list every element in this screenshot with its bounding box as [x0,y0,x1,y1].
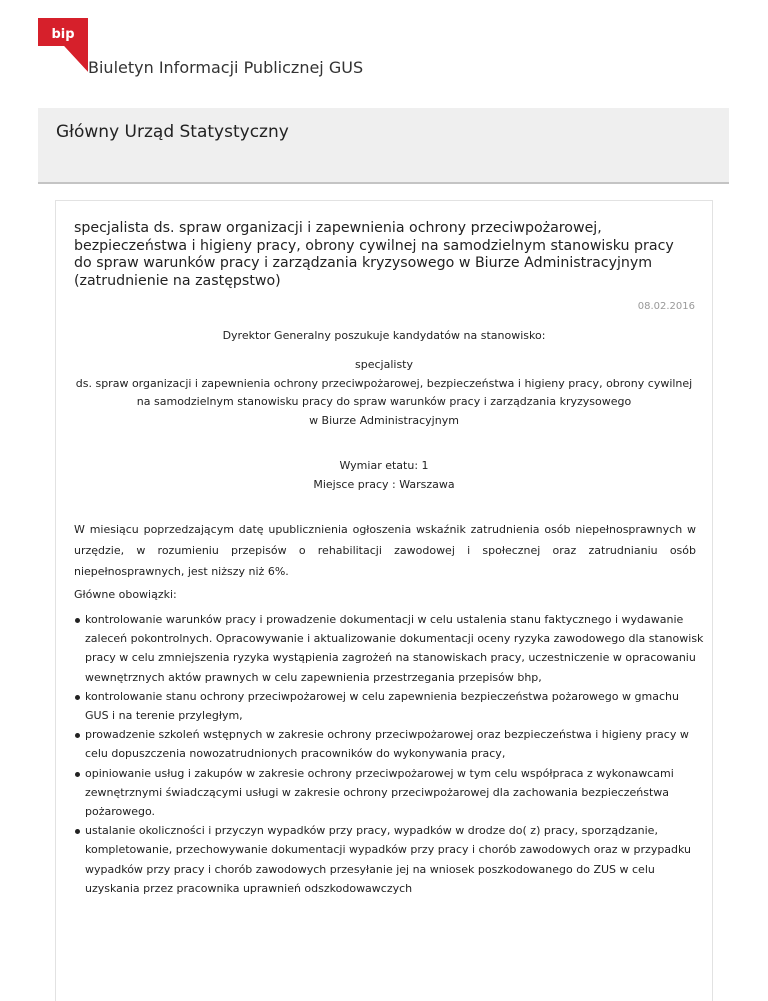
work-location: Miejsce pracy : Warszawa [313,478,455,491]
duty-item: kontrolowanie warunków pracy i prowadzenie dokumentacji w celu ustalenia stanu faktycznego i wydawanie zaleceń pokontrolnych. Opracowywanie i aktualizowanie dokumentacji oceny ryzyka zawodowego dla stanowisk pracy w celu zmniejszenia ryzyka wystąpienia zagrożeń na stanowiskach pracy, uczestniczenie w opracowaniu wewnętrznych aktów prawnych w celu zapewnienia przestrzegania przepisów bhp, [74,610,704,687]
article-title: specjalista ds. spraw organizacji i zapewnienia ochrony przeciwpożarowej, bezpieczeństwa i higieny pracy, obrony cywilnej na samodzielnym stanowisku pracy do spraw warunków pracy i zarządzania kryzysowego w Biurze Administracyjnym (zatrudnienie na zastępstwo) [74,220,674,289]
site-title[interactable]: Biuletyn Informacji Publicznej GUS [88,58,364,77]
employment-meta [66,456,702,494]
position-line: w Biurze Administracyjnym [309,413,459,427]
logo-text: bip [51,27,75,42]
duty-item: opiniowanie usług i zakupów w zakresie ochrony przeciwpożarowej w tym celu współpraca z wykonawcami zewnętrznymi świadczącymi usługi w zakresie ochrony przeciwpożarowej dla zachowania bezpieczeństwa pożarowego. [74,764,704,822]
publication-date: 08.02.2016 [637,301,695,312]
duties-list [74,610,704,898]
org-header-band [38,108,729,184]
duties-heading: Główne obowiązki: [74,588,177,601]
duty-item: kontrolowanie stanu ochrony przeciwpożarowej w celu zapewnienia bezpieczeństwa pożarowego w gmachu GUS i na terenie przyległym, [74,687,704,725]
duty-item: prowadzenie szkoleń wstępnych w zakresie ochrony przeciwpożarowej oraz bezpieczeństwa i higieny pracy w celu dopuszczenia nowozatrudnionych pracowników do wykonywania pracy, [74,725,704,763]
employment-fte: Wymiar etatu: 1 [339,459,429,472]
org-name[interactable]: Główny Urząd Statystyczny [56,122,289,142]
bip-logo-mark [38,20,88,72]
article-lead: Dyrektor Generalny poszukuje kandydatów na stanowisko: [222,329,546,342]
position-line: na samodzielnym stanowisku pracy do spraw warunków pracy i zarządzania kryzysowego [136,395,632,408]
bip-logo[interactable] [38,18,88,74]
disability-note: W miesiącu poprzedzającym datę upublicznienia ogłoszenia wskaźnik zatrudnienia osób niepełnosprawnych w urzędzie, w rozumieniu przepisów o rehabilitacji zawodowej i społecznej oraz zatrudnianiu osób niepełnosprawnych, jest niższy niż 6%. [74,523,696,578]
duty-item: ustalanie okoliczności i przyczyn wypadków przy pracy, wypadków w drodze do( z) pracy, sporządzanie, kompletowanie, przechowywanie dokumentacji wypadków przy pracy i chorób zawodowych oraz w przypadku wypadków przy pracy i chorób zawodowych przesyłanie jej na wniosek poszkodowanego do ZUS w celu uzyskania przez pracownika uprawnień odszkodowawczych [74,821,704,898]
position-description [66,356,702,430]
article-card [55,200,713,1001]
position-line: ds. spraw organizacji i zapewnienia ochrony przeciwpożarowej, bezpieczeństwa i higieny pracy, obrony cywilnej [75,376,693,390]
position-line: specjalisty [355,358,413,371]
